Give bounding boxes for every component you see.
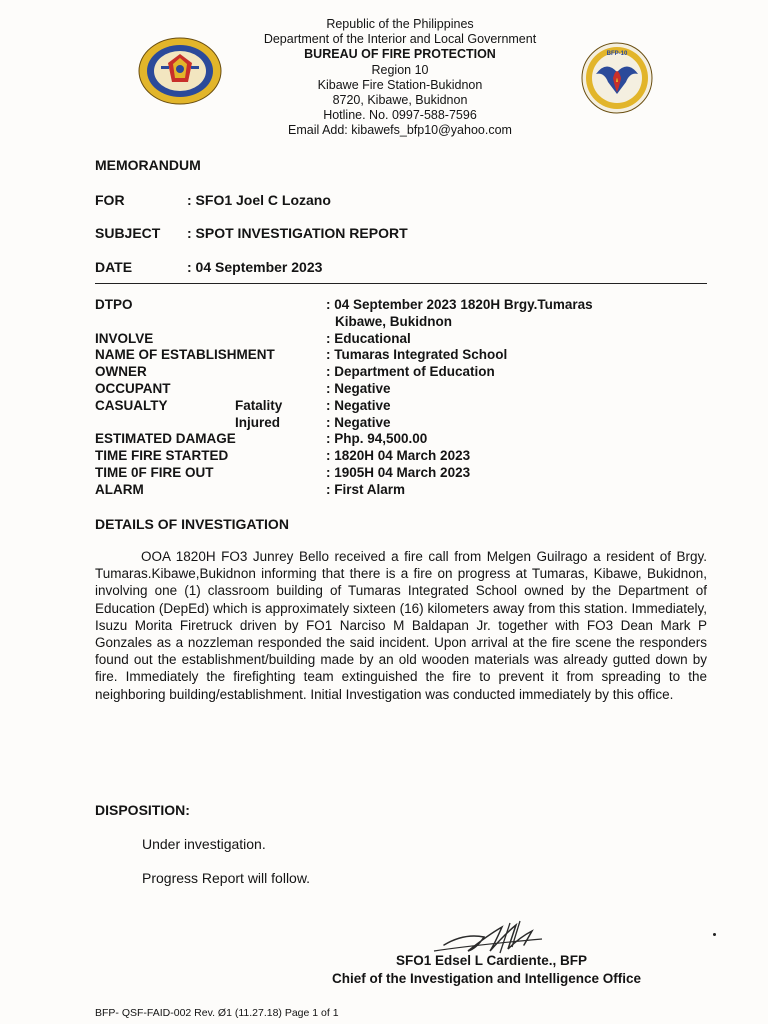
bfp-region10-seal-icon bbox=[580, 42, 654, 114]
letterhead-email: Email Add: kibawefs_bfp10@yahoo.com bbox=[288, 123, 512, 138]
alarm-value: : First Alarm bbox=[326, 481, 406, 497]
info-row-casualty-injured bbox=[95, 415, 715, 432]
letterhead-address: 8720, Kibawe, Bukidnon bbox=[332, 93, 468, 108]
info-row-alarm bbox=[95, 482, 715, 499]
seal-right-label: BFP-10 bbox=[606, 51, 628, 57]
info-row-involve bbox=[95, 331, 715, 348]
owner-value: : Department of Education bbox=[326, 364, 495, 380]
time-out-value: : 1905H 04 March 2023 bbox=[326, 464, 471, 480]
dtpo-value: : 04 September 2023 1820H Brgy.Tumaras bbox=[326, 297, 593, 312]
letterhead-bureau: BUREAU OF FIRE PROTECTION bbox=[304, 47, 496, 62]
memo-for-value: : SFO1 Joel C Lozano bbox=[187, 192, 331, 208]
involve-label: INVOLVE bbox=[95, 330, 154, 346]
memo-subject-label: SUBJECT bbox=[95, 225, 161, 241]
establishment-label: NAME OF ESTABLISHMENT bbox=[95, 347, 275, 363]
info-row-dtpo bbox=[95, 297, 715, 314]
time-started-value: : 1820H 04 March 2023 bbox=[326, 448, 471, 464]
letterhead-country: Republic of the Philippines bbox=[326, 17, 474, 31]
disposition-line-1: Under investigation. bbox=[142, 836, 266, 852]
memo-date-value: : 04 September 2023 bbox=[187, 259, 323, 275]
info-row-occupant bbox=[95, 381, 715, 398]
info-row-establishment bbox=[95, 347, 715, 364]
casualty-label: CASUALTY bbox=[95, 397, 168, 413]
memo-for-label: FOR bbox=[95, 192, 125, 208]
letterhead-hotline: Hotline. No. 0997-588-7596 bbox=[323, 108, 477, 123]
header-divider bbox=[95, 283, 707, 284]
letterhead bbox=[240, 17, 560, 139]
occupant-label: OCCUPANT bbox=[95, 380, 171, 396]
signatory-title: Chief of the Investigation and Intelligence Office bbox=[332, 971, 642, 986]
info-row-damage bbox=[95, 431, 715, 448]
info-row-time-out bbox=[95, 465, 715, 482]
details-title: DETAILS OF INVESTIGATION bbox=[95, 516, 289, 532]
disposition-title: DISPOSITION: bbox=[95, 802, 190, 818]
info-row-time-started bbox=[95, 448, 715, 465]
disposition-line-2: Progress Report will follow. bbox=[142, 870, 311, 886]
letterhead-station: Kibawe Fire Station-Bukidnon bbox=[317, 77, 483, 92]
memo-date-label: DATE bbox=[95, 259, 133, 275]
memo-title: MEMORANDUM bbox=[95, 157, 201, 173]
incident-info bbox=[95, 297, 715, 499]
signatory-name: SFO1 Edsel L Cardiente., BFP bbox=[396, 953, 588, 968]
alarm-label: ALARM bbox=[95, 481, 144, 497]
form-footer: BFP- QSF-FAID-002 Rev. Ø1 (11.27.18) Page 1 of 1 bbox=[95, 1007, 339, 1019]
bfp-seal-left-icon bbox=[137, 36, 223, 106]
dtpo-value-cont: Kibawe, Bukidnon bbox=[335, 313, 453, 329]
info-row-owner bbox=[95, 364, 715, 381]
fatality-label: Fatality bbox=[235, 397, 283, 413]
memo-subject-value: : SPOT INVESTIGATION REPORT bbox=[187, 225, 408, 241]
fatality-value: : Negative bbox=[326, 397, 391, 413]
letterhead-department: Department of the Interior and Local Government bbox=[263, 32, 537, 47]
damage-label: ESTIMATED DAMAGE bbox=[95, 431, 236, 447]
establishment-value: : Tumaras Integrated School bbox=[326, 347, 508, 363]
dtpo-label: DTPO bbox=[95, 297, 133, 312]
injured-value: : Negative bbox=[326, 414, 391, 430]
details-paragraph: OOA 1820H FO3 Junrey Bello received a fire call from Melgen Guilrago a resident of Brgy. Tumaras.Kibawe,Bukidnon informing that there is a fire on progress at Tumaras, Kibawe, Bukidnon, involving one (1) classroom building of Tumaras Integrated School owned by the Department of Education (DepEd) which is approximately sixteen (16) kilometers away from this station. Immediately, Isuzu Morita Firetruck driven by FO1 Narciso M Baldapan Jr. together with FO3 Dean Mark P Gonzales as a nozzleman responded the said incident. Upon arrival at the fire scene the responders found out the establishment/building made by an old wooden materials was already gutted down by fire. Immediately the firefighting team extinguished the fire to prevent it from spreading to the neighboring building/establishment. Initial Investigation was conducted immediately by this office. bbox=[95, 549, 707, 702]
involve-value: : Educational bbox=[326, 330, 411, 346]
time-out-label: TIME 0F FIRE OUT bbox=[95, 464, 214, 480]
info-row-casualty-fatality bbox=[95, 398, 715, 415]
info-row-dtpo-cont bbox=[95, 314, 715, 331]
ink-dot bbox=[713, 933, 716, 936]
time-started-label: TIME FIRE STARTED bbox=[95, 448, 229, 464]
injured-label: Injured bbox=[235, 414, 281, 430]
owner-label: OWNER bbox=[95, 364, 147, 380]
damage-value: : Php. 94,500.00 bbox=[326, 431, 428, 447]
occupant-value: : Negative bbox=[326, 380, 391, 396]
letterhead-region: Region 10 bbox=[371, 62, 429, 77]
